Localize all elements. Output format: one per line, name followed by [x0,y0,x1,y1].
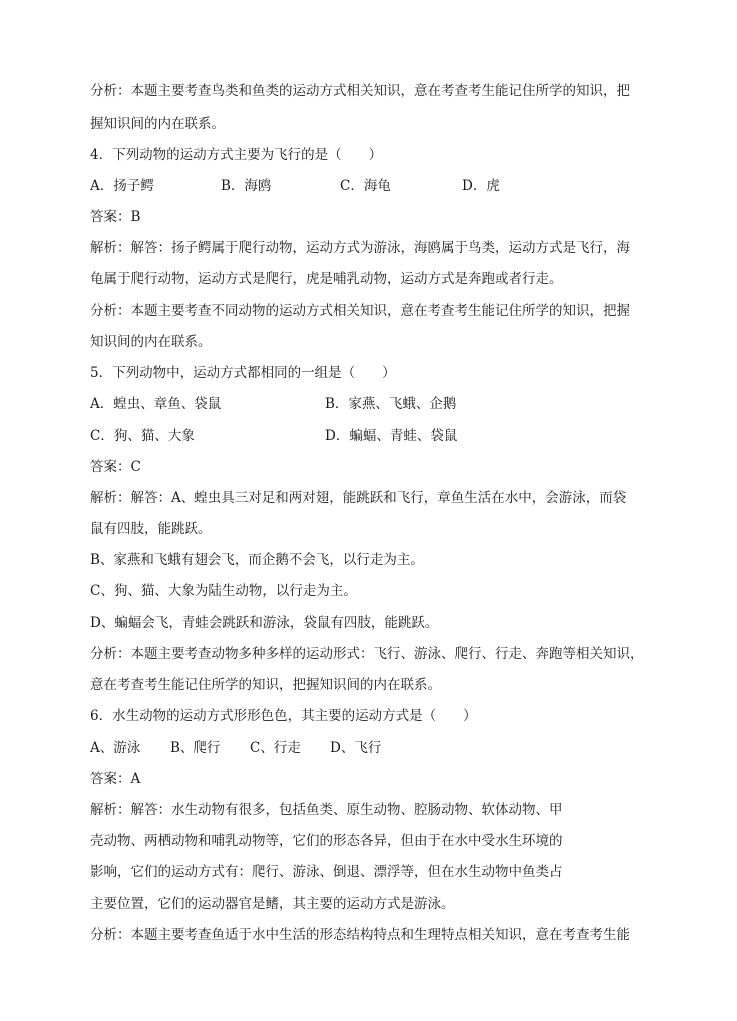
analysis-5: 意在考查考生能记住所学的知识，把握知识间的内在联系。 [90,677,441,693]
q5-option-a: A．蝗虫、章鱼、袋鼠 [90,396,222,412]
explanation-6: 解析：解答：水生动物有很多，包括鱼类、原生动物、腔肠动物、软体动物、甲 [90,802,563,818]
question-6: 6．水生动物的运动方式形形色色，其主要的运动方式是（ ） [90,708,477,724]
analysis-4: 分析：本题主要考查不同动物的运动方式相关知识，意在考查考生能记住所学的知识，把握 [90,303,630,319]
question-5: 5．下列动物中，运动方式都相同的一组是（ ） [90,365,396,381]
q4-option-b: B．海鸥 [221,178,272,194]
analysis-text: 握知识间的内在联系。 [90,116,225,132]
question-4: 4．下列动物的运动方式主要为飞行的是（ ） [90,147,383,163]
answer-4: 答案：B [90,209,141,225]
explanation-6: 壳动物、两栖动物和哺乳动物等，它们的形态各异，但由于在水中受水生环境的 [90,833,563,849]
explanation-5: 鼠有四肢，能跳跃。 [90,521,212,537]
q4-option-c: C．海龟 [340,178,391,194]
explanation-6: 主要位置，它们的运动器官是鳍，其主要的运动方式是游泳。 [90,896,455,912]
q4-option-a: A．扬子鳄 [90,178,154,194]
analysis-6: 分析：本题主要考查鱼适于水中生活的形态结构特点和生理特点相关知识，意在考查考生能 [90,927,630,943]
answer-6: 答案：A [90,771,141,787]
explanation-5: B、家燕和飞蛾有翅会飞，而企鹅不会飞，以行走为主。 [90,552,424,568]
q6-option-c: C、行走 [250,740,301,756]
explanation-4: 龟属于爬行动物，运动方式是爬行，虎是哺乳动物，运动方式是奔跑或者行走。 [90,271,563,287]
explanation-5: C、狗、猫、大象为陆生动物，以行走为主。 [90,583,357,599]
analysis-4: 知识间的内在联系。 [90,334,212,350]
q6-option-a: A、游泳 [90,740,141,756]
explanation-6: 影响，它们的运动方式有：爬行、游泳、倒退、漂浮等，但在水生动物中鱼类占 [90,864,563,880]
explanation-5: 解析：解答：A、蝗虫具三对足和两对翅，能跳跃和飞行，章鱼生活在水中，会游泳，而袋 [90,490,627,506]
q6-option-b: B、爬行 [170,740,221,756]
analysis-text: 分析：本题主要考查鸟类和鱼类的运动方式相关知识，意在考查考生能记住所学的知识，把 [90,83,630,99]
q5-option-d: D．蝙蝠、青蛙、袋鼠 [325,428,458,444]
analysis-5: 分析：本题主要考查动物多种多样的运动形式：飞行、游泳、爬行、行走、奔跑等相关知识， [90,646,644,662]
explanation-4: 解析：解答：扬子鳄属于爬行动物，运动方式为游泳，海鸥属于鸟类，运动方式是飞行，海 [90,240,630,256]
q4-option-d: D．虎 [462,178,500,194]
q6-option-d: D、飞行 [330,740,382,756]
answer-5: 答案：C [90,459,141,475]
explanation-5: D、蝙蝠会飞，青蛙会跳跃和游泳，袋鼠有四肢，能跳跃。 [90,615,439,631]
q5-option-b: B．家燕、飞蛾、企鹅 [325,396,457,412]
q5-option-c: C．狗、猫、大象 [90,428,195,444]
